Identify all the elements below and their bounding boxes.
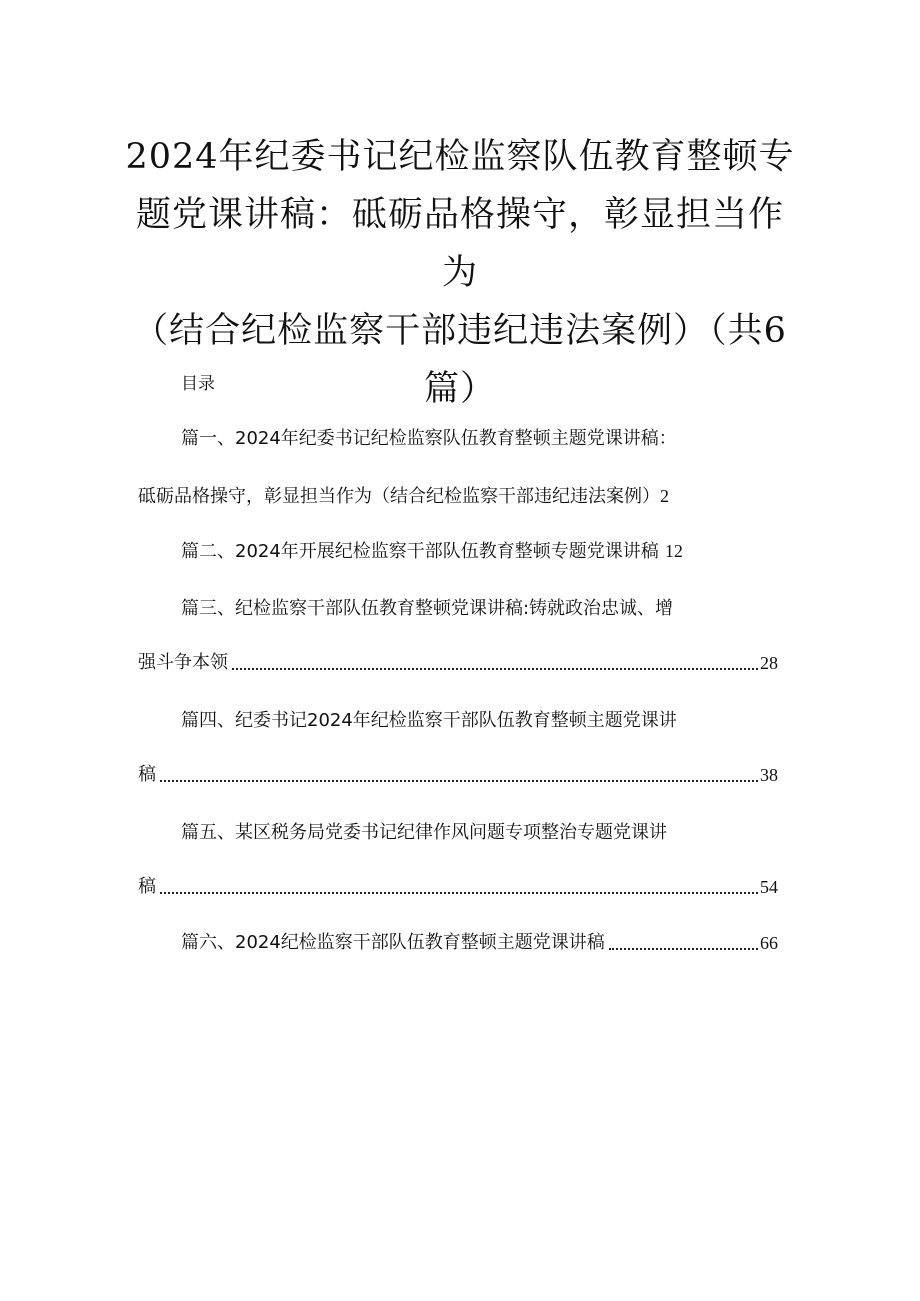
toc-entry-1-title: 篇一、2024年纪委书记纪检监察队伍教育整顿主题党课讲稿： [181, 428, 677, 449]
toc-entry-1-line-2[interactable] [138, 481, 669, 511]
toc-entry-4-leader [160, 760, 758, 782]
toc-entry-6-leader [609, 928, 758, 950]
title-line-1: 2024年纪委书记纪检监察队伍教育整顿专 [125, 137, 795, 177]
toc-entry-5-title: 篇五、某区税务局党委书记纪律作风问题专项整治专题党课讲 [181, 822, 667, 843]
toc-entry-1-title-cont: 砥砺品格操守，彰显担当作为（结合纪检监察干部违纪违法案例） [138, 486, 660, 507]
toc-entry-5-page: 54 [760, 877, 778, 897]
title-line-4: 篇） [423, 369, 496, 409]
toc-entry-4-line-2[interactable] [138, 760, 778, 790]
toc-entry-3-line-2[interactable] [138, 648, 778, 678]
document-title [120, 128, 800, 418]
toc-entry-4-page: 38 [760, 765, 778, 785]
toc-entry-5-line-1[interactable] [181, 818, 667, 848]
toc-entry-2-title: 篇二、2024年开展纪检监察干部队伍教育整顿专题党课讲稿 [181, 541, 659, 562]
title-line-2: 题党课讲稿：砥砺品格操守，彰显担当作为 [135, 195, 784, 293]
toc-entry-3-title: 篇三、纪检监察干部队伍教育整顿党课讲稿:铸就政治忠诚、增 [181, 598, 674, 619]
toc-heading: 目录 [181, 374, 215, 394]
toc-entry-2-line-1[interactable] [181, 536, 683, 566]
toc-entry-4-line-1[interactable] [181, 706, 677, 736]
title-line-3: （结合纪检监察干部违纪违法案例）（共6 [133, 311, 787, 351]
toc-entry-3-leader [232, 648, 758, 670]
toc-entry-5-title-cont: 稿 [138, 876, 156, 897]
toc-entry-6-line-1[interactable] [181, 928, 778, 958]
toc-entry-2-page: 12 [664, 541, 683, 561]
toc-entry-5-line-2[interactable] [138, 872, 778, 902]
toc-entry-4-title: 篇四、纪委书记2024年纪检监察干部队伍教育整顿主题党课讲 [181, 710, 677, 731]
toc-entry-3-line-1[interactable] [181, 594, 673, 624]
toc-entry-1-line-1[interactable] [181, 424, 677, 454]
toc-entry-3-page: 28 [760, 653, 778, 673]
toc-entry-3-title-cont: 强斗争本领 [138, 652, 228, 673]
toc-entry-4-title-cont: 稿 [138, 764, 156, 785]
toc-entry-5-leader [160, 872, 758, 894]
toc-entry-6-page: 66 [760, 933, 778, 953]
toc-entry-1-page: 2 [660, 486, 669, 506]
toc-entry-6-title: 篇六、2024纪检监察干部队伍教育整顿主题党课讲稿 [181, 932, 605, 953]
